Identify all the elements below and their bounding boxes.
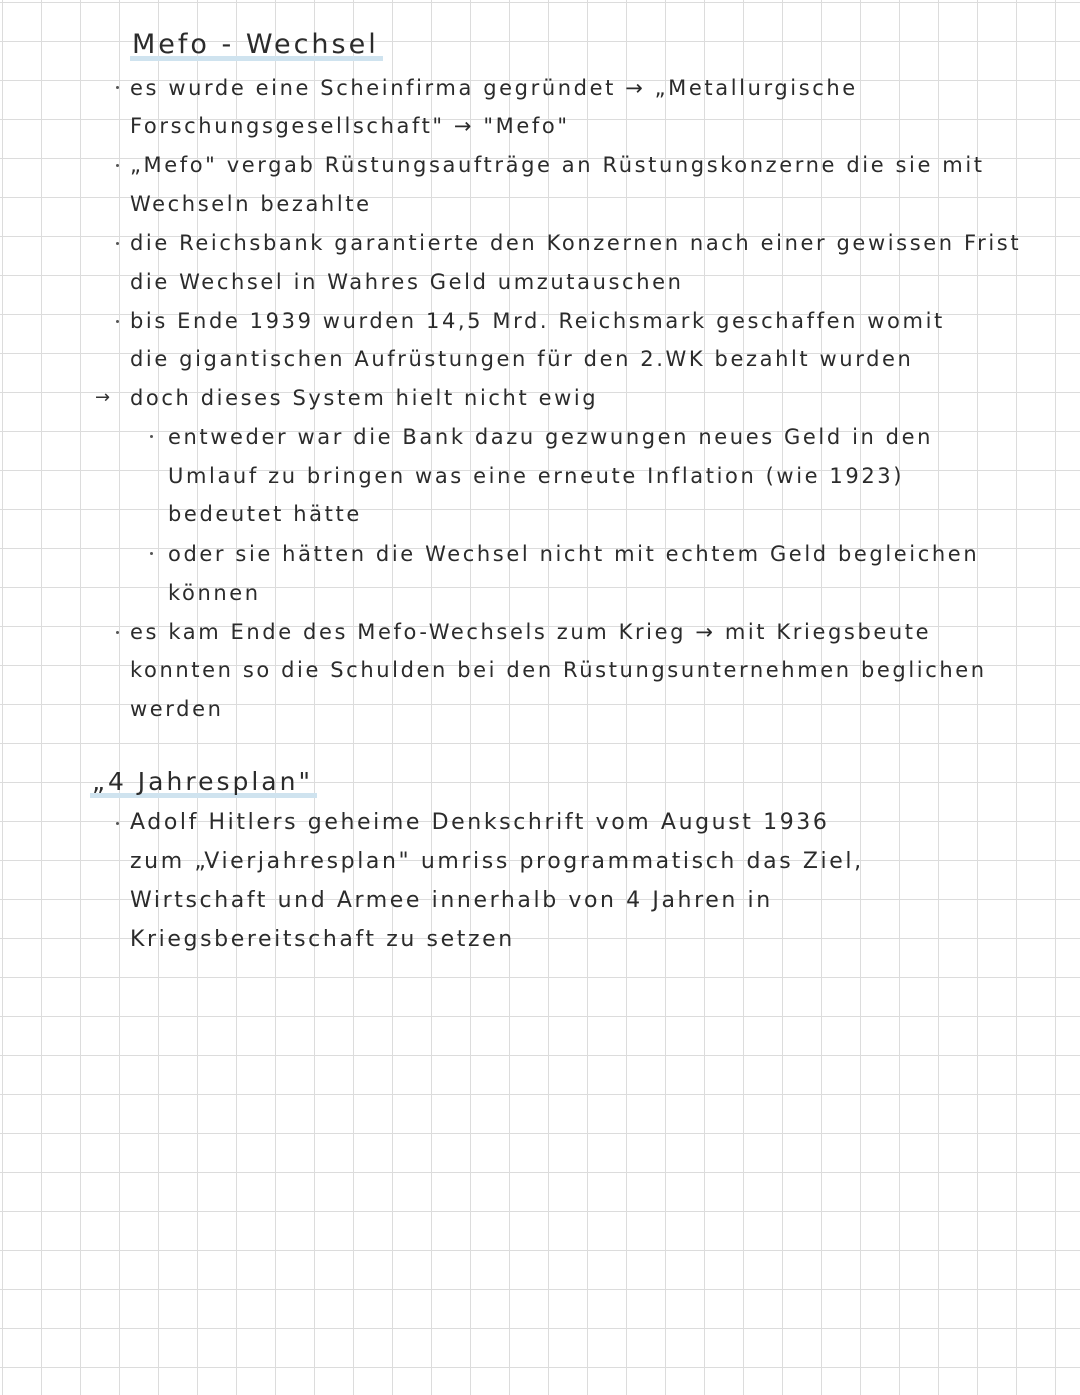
text-line: die Wechsel in Wahres Geld umzutauschen	[130, 270, 684, 294]
text-line: Wechseln bezahlte	[130, 192, 372, 216]
bullet-dot	[116, 822, 119, 825]
section-title-mefo-wechsel: Mefo - Wechsel	[130, 28, 383, 64]
text-line: Kriegsbereitschaft zu setzen	[130, 927, 515, 952]
text-line: werden	[130, 697, 224, 721]
arrow-right-icon: →	[95, 387, 111, 408]
text-line: „Mefo" vergab Rüstungsaufträge an Rüstungskonzerne die sie mit	[130, 153, 985, 177]
section-title-4-jahresplan: „4 Jahresplan"	[90, 765, 317, 801]
text-line: können	[168, 581, 261, 605]
text-line: Umlauf zu bringen was eine erneute Inflation (wie 1923)	[168, 464, 905, 488]
text-line: konnten so die Schulden bei den Rüstungsunternehmen beglichen	[130, 658, 987, 682]
bullet-dot	[116, 320, 119, 323]
text-line: oder sie hätten die Wechsel nicht mit echtem Geld begleichen	[168, 542, 980, 566]
text-line: die Reichsbank garantierte den Konzernen nach einer gewissen Frist	[130, 231, 1022, 255]
bullet-dot	[150, 552, 153, 555]
bullet-dot	[150, 435, 153, 438]
bullet-dot	[116, 164, 119, 167]
text-line: Adolf Hitlers geheime Denkschrift vom August 1936	[130, 810, 830, 835]
bullet-dot	[116, 242, 119, 245]
text-line: entweder war die Bank dazu gezwungen neues Geld in den	[168, 425, 934, 449]
text-line: die gigantischen Aufrüstungen für den 2.WK bezahlt wurden	[130, 347, 914, 371]
bullet-dot	[116, 86, 119, 89]
text-line: bis Ende 1939 wurden 14,5 Mrd. Reichsmark geschaffen womit	[130, 309, 945, 333]
text-line: Wirtschaft und Armee innerhalb von 4 Jahren in	[130, 888, 773, 913]
bullet-dot	[116, 631, 119, 634]
text-line: zum „Vierjahresplan" umriss programmatisch das Ziel,	[130, 849, 864, 874]
text-line: es kam Ende des Mefo-Wechsels zum Krieg → mit Kriegsbeute	[130, 620, 932, 644]
text-line: es wurde eine Scheinfirma gegründet → „Metallurgische	[130, 76, 858, 100]
text-line: Forschungsgesellschaft" → "Mefo"	[130, 114, 570, 138]
text-line: bedeutet hätte	[168, 502, 362, 526]
text-line: doch dieses System hielt nicht ewig	[130, 386, 599, 410]
